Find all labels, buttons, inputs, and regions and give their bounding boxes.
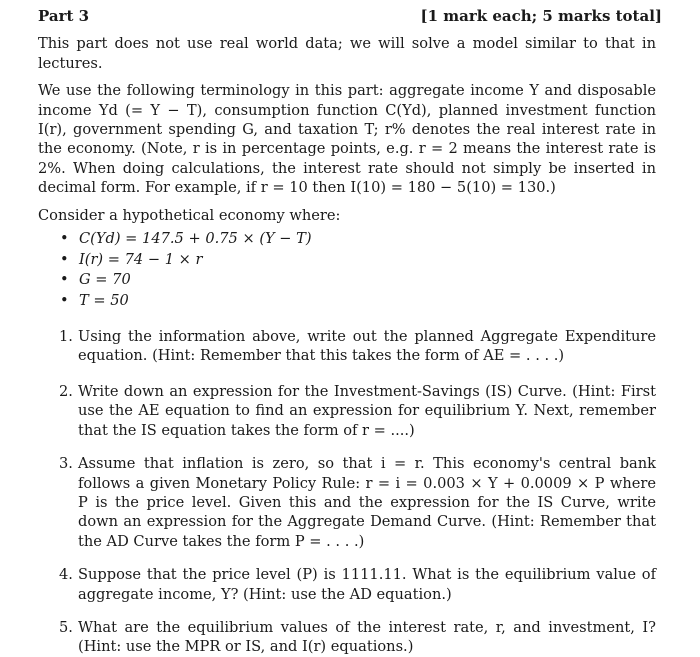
equation-item	[60, 291, 656, 312]
question-text: Using the information above, write out the planned Aggregate Expenditure equation. (Hint: Remember that this takes the form of AE = . . . .)	[78, 328, 656, 365]
bullet-glyph: •	[60, 291, 69, 309]
consider-paragraph: Consider a hypothetical economy where:	[38, 206, 341, 224]
question-number: 3.	[59, 455, 73, 473]
question-text: Suppose that the price level (P) is 1111.11. What is the equilibrium value of aggregate income, Y? (Hint: use the AD equation.)	[78, 566, 656, 603]
bullet-glyph: •	[60, 230, 69, 248]
question-item	[59, 327, 656, 366]
question-text: Write down an expression for the Investment-Savings (IS) Curve. (Hint: First use the AE equation to find an expression for equilibrium Y. Next, remember that the IS equation takes the form of r = ....)	[78, 382, 656, 439]
intro-paragraph: This part does not use real world data; we will solve a model similar to that in lectures.	[38, 35, 656, 72]
question-text: Assume that inflation is zero, so that i = r. This economy's central bank follows a given Monetary Policy Rule: r = i = 0.003 × Y + 0.0009 × P where P is the price level. Given this and the expression for the IS Curve, write down an expression for the Aggregate Demand Curve. (Hint: Remember that the AD Curve takes the form P = . . . .)	[78, 455, 656, 550]
question-item	[59, 565, 656, 604]
bullet-glyph: •	[60, 250, 69, 268]
question-number: 2.	[59, 382, 73, 400]
bullet-glyph: •	[60, 271, 69, 289]
equation-list	[38, 229, 656, 311]
equation-text: I(r) = 74 − 1 × r	[79, 250, 203, 268]
equation-item	[60, 270, 656, 291]
equation-text: T = 50	[79, 291, 129, 309]
part-title: Part 3	[38, 7, 90, 25]
equation-item	[60, 229, 656, 250]
equation-text: C(Yd) = 147.5 + 0.75 × (Y − T)	[79, 230, 312, 248]
equation-text: G = 70	[79, 271, 131, 289]
question-number: 5.	[59, 618, 73, 636]
question-number: 4.	[59, 566, 73, 584]
equation-item	[60, 250, 656, 271]
question-list	[38, 327, 656, 657]
part-header	[38, 7, 662, 26]
question-item	[59, 382, 656, 440]
question-number: 1.	[59, 328, 73, 346]
question-text: What are the equilibrium values of the interest rate, r, and investment, I? (Hint: use the MPR or IS, and I(r) equations.)	[78, 618, 656, 656]
marks-label: [1 mark each; 5 marks total]	[420, 7, 662, 25]
question-item	[59, 454, 656, 551]
terminology-paragraph: We use the following terminology in this part: aggregate income Y and disposable income Yd (= Y − T), consumption function C(Yd), planned investment function I(r), government spending G, and taxation T; r% denotes the real interest rate in the economy. (Note, r is in percentage points, e.g. r = 2 means the interest rate is 2%. When doing calculations, the interest rate should not simply be inserted in decimal form. For example, if r = 10 then I(10) = 180 − 5(10) = 130.)	[38, 82, 656, 197]
question-item	[59, 618, 656, 657]
